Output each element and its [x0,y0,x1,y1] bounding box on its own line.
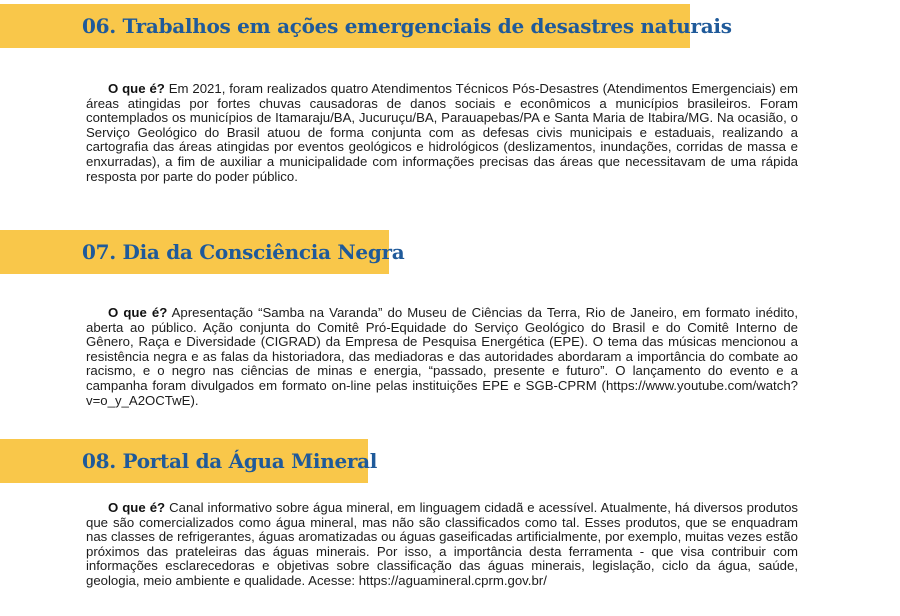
section-08-text [86,501,798,589]
section-07-banner [0,230,405,274]
section-07-title: 07. Dia da Consciência Negra [82,240,405,264]
section-08-lead: O que é? [108,500,166,515]
section-06-title: 06. Trabalhos em ações emergenciais de desastres naturais [82,14,732,38]
section-06-text [86,82,798,184]
section-06-banner [0,4,732,48]
section-07-body: Apresentação “Samba na Varanda” do Museu de Ciências da Terra, Rio de Janeiro, em formato inédito, aberta ao público. Ação conjunta do Comitê Pró-Equidade do Serviço Geológico do Brasil e do Comitê Interno de Gênero, Raça e Diversidade (CIGRAD) da Empresa de Pesquisa Energética (EPE). O tema das músicas mencionou a resistência negra e as falas da historiadora, das mediadoras e das autoridades abordaram a importância do combate ao racismo, e o negro nas ciências de minas e energia, “passado, presente e futuro”. O lançamento do evento e a campanha foram divulgados em formato on-line pelas instituições EPE e SGB-CPRM (https://www.youtube.com/watch?v=o_y_A2OCTwE). [86,305,799,408]
section-06-body: Em 2021, foram realizados quatro Atendimentos Técnicos Pós-Desastres (Atendimentos Emergenciais) em áreas atingidas por fortes chuvas causadoras de danos sociais e econômicos a municípios brasileiros. Foram contemplados os municípios de Itamaraju/BA, Jucuruçu/BA, Parauapebas/PA e Santa Maria de Itabira/MG. Na ocasião, o Serviço Geológico do Brasil atuou de forma conjunta com as defesas civis municipais e estaduais, realizando a cartografia das áreas atingidas por eventos geológicos e hidrológicos (deslizamentos, inundações, corridas de massa e enxurradas), a fim de auxiliar a municipalidade com informações precisas das áreas que necessitavam de uma rápida resposta por parte do poder público. [86,81,798,184]
section-08-body: Canal informativo sobre água mineral, em linguagem cidadã e acessível. Atualmente, há diversos produtos que são comercializados como água mineral, mas não são classificados como tal. Esses produtos, que se enquadram nas classes de refrigerantes, águas aromatizadas ou águas gaseificadas artificialmente, por exemplo, muitas vezes estão próximos das prateleiras das águas minerais. Por isso, a importância desta ferramenta - que visa contribuir com informações esclarecedoras e objetivas sobre classificação das águas minerais, legislação, ciclo da água, saúde, geologia, meio ambiente e qualidade. Acesse: https://aguamineral.cprm.gov.br/ [86,500,798,588]
section-08-banner [0,439,378,483]
section-08-title: 08. Portal da Água Mineral [82,449,378,473]
section-07-text [86,306,798,408]
section-06-lead: O que é? [108,81,165,96]
section-07-lead: O que é? [108,305,168,320]
